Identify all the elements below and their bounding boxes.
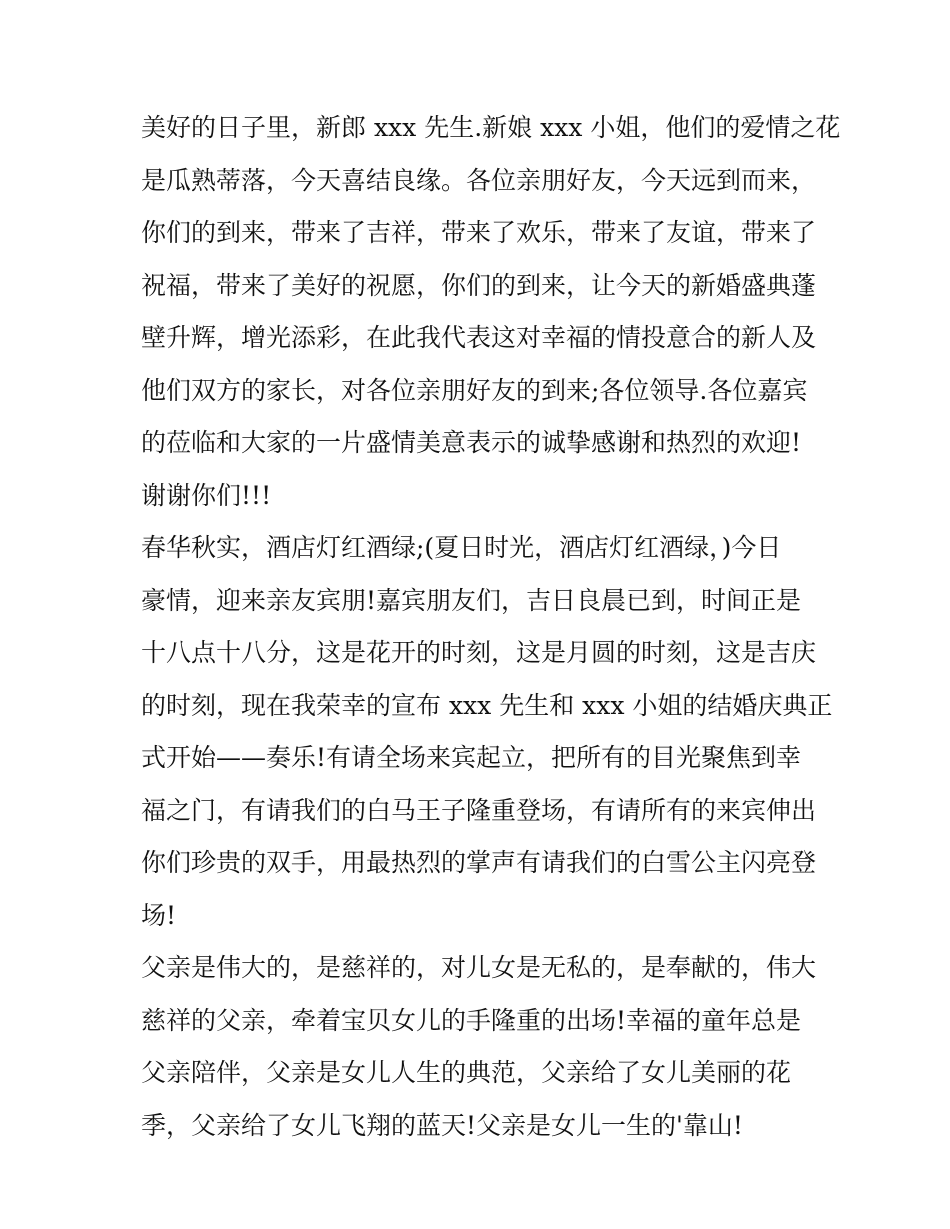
text-line: 场!	[141, 900, 177, 930]
text-line: 你们珍贵的双手，用最热烈的掌声有请我们的白雪公主闪亮登	[141, 848, 817, 877]
paragraph-1	[141, 102, 841, 522]
document-body	[141, 102, 841, 1152]
text-line: 父亲是伟大的，是慈祥的，对儿女是无私的，是奉献的，伟大	[141, 953, 817, 982]
text-line: 春华秋实，酒店灯红酒绿;(夏日时光，酒店灯红酒绿，)今日	[141, 533, 782, 562]
text-line: 慈祥的父亲，牵着宝贝女儿的手隆重的出场!幸福的童年总是	[141, 1005, 802, 1035]
paragraph-2	[141, 522, 831, 942]
paragraph-3	[141, 942, 831, 1152]
text-line: 十八点十八分，这是花开的时刻，这是月圆的时刻，这是吉庆	[141, 638, 817, 667]
text-line: 父亲陪伴，父亲是女儿人生的典范，父亲给了女儿美丽的花	[141, 1058, 792, 1087]
text-line: 你们的到来，带来了吉祥，带来了欢乐，带来了友谊，带来了	[141, 218, 817, 247]
text-line: 豪情，迎来亲友宾朋!嘉宾朋友们，吉日良晨已到，时间正是	[141, 585, 802, 615]
text-line: 他们双方的家长，对各位亲朋好友的到来;各位领导.各位嘉宾	[141, 375, 808, 405]
text-line: 是瓜熟蒂落，今天喜结良缘。各位亲朋好友，今天远到而来，	[141, 165, 817, 195]
text-line: 美好的日子里，新郎 xxx 先生.新娘 xxx 小姐，他们的爱情之花	[141, 113, 841, 142]
text-line: 的时刻，现在我荣幸的宣布 xxx 先生和 xxx 小姐的结婚庆典正	[141, 690, 833, 720]
text-line: 季，父亲给了女儿飞翔的蓝天!父亲是女儿一生的'靠山!	[141, 1110, 743, 1140]
text-line: 福之门，有请我们的白马王子隆重登场，有请所有的来宾伸出	[141, 795, 817, 825]
text-line: 谢谢你们!!!	[141, 480, 272, 510]
text-line: 祝福，带来了美好的祝愿，你们的到来，让今天的新婚盛典蓬	[141, 270, 817, 300]
text-line: 式开始——奏乐!有请全场来宾起立，把所有的目光聚焦到幸	[141, 743, 802, 772]
text-line: 壁升辉，增光添彩，在此我代表这对幸福的情投意合的新人及	[141, 323, 817, 352]
text-line: 的莅临和大家的一片盛情美意表示的诚挚感谢和热烈的欢迎!	[141, 428, 802, 457]
